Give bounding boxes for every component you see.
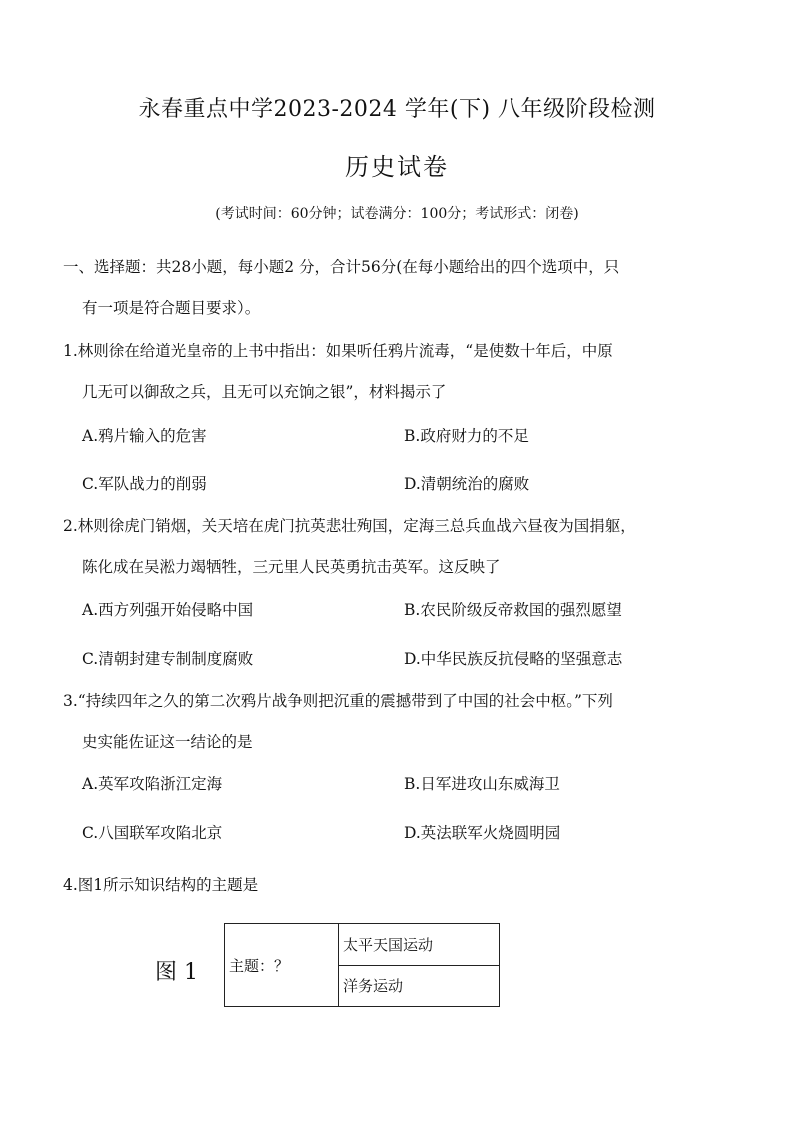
knowledge-structure-table: [224, 923, 500, 1007]
question-3-stem-cont: 史实能佐证这一结论的是: [82, 733, 253, 751]
question-4-stem: 4.图1所示知识结构的主题是: [63, 876, 259, 894]
structure-item-1: 太平天国运动: [339, 924, 500, 966]
question-1-option-c: C.军队战力的削弱: [82, 475, 207, 493]
question-1-stem: 1.林则徐在给道光皇帝的上书中指出：如果听任鸦片流毒，“是使数十年后，中原: [63, 342, 613, 360]
question-2-option-b: B.农民阶级反帝救国的强烈愿望: [404, 601, 622, 619]
structure-item-2: 洋务运动: [339, 965, 500, 1007]
section-heading: 一、选择题：共28小题，每小题2 分，合计56分(在每小题给出的四个选项中，只: [63, 258, 620, 276]
question-1-option-a: A.鸦片输入的危害: [82, 427, 207, 445]
structure-topic-cell: 主题：？: [225, 924, 339, 1007]
section-heading-cont: 有一项是符合题目要求）。: [82, 299, 261, 317]
question-2-stem-cont: 陈化成在吴淞力竭牺牲，三元里人民英勇抗击英军。这反映了: [82, 558, 501, 576]
question-3-option-a: A.英军攻陷浙江定海: [82, 775, 223, 793]
subject-title: 历史试卷: [345, 153, 449, 181]
question-3-stem: 3.“持续四年之久的第二次鸦片战争则把沉重的震撼带到了中国的社会中枢。”下列: [63, 692, 613, 710]
question-3-option-c: C.八国联军攻陷北京: [82, 824, 223, 842]
question-2-stem: 2.林则徐虎门销烟，关天培在虎门抗英悲壮殉国，定海三总兵血战六昼夜为国捐躯，: [63, 517, 636, 535]
figure-label: 图 1: [155, 960, 198, 985]
question-2-option-d: D.中华民族反抗侵略的坚强意志: [404, 650, 623, 668]
question-2-option-c: C.清朝封建专制制度腐败: [82, 650, 254, 668]
question-3-option-d: D.英法联军火烧圆明园: [404, 824, 561, 842]
question-1-option-d: D.清朝统治的腐败: [404, 475, 530, 493]
exam-info: (考试时间：60分钟；试卷满分：100分；考试形式：闭卷): [215, 206, 579, 222]
question-3-option-b: B.日军进攻山东威海卫: [404, 775, 560, 793]
exam-title: 永春重点中学2023-2024 学年(下) 八年级阶段检测: [138, 97, 656, 122]
question-1-stem-cont: 几无可以御敌之兵，且无可以充饷之银”，材料揭示了: [82, 383, 447, 401]
question-2-option-a: A.西方列强开始侵略中国: [82, 601, 254, 619]
question-1-option-b: B.政府财力的不足: [404, 427, 529, 445]
